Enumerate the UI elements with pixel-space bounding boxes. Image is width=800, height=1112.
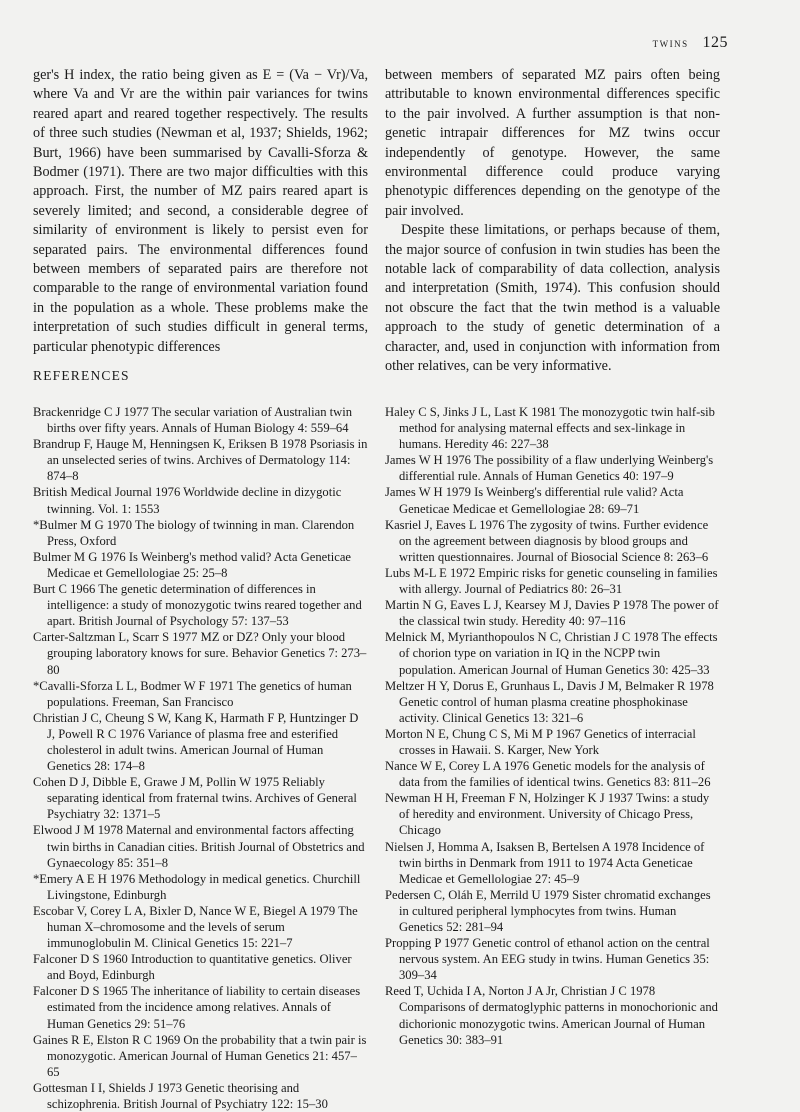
body-column-left bbox=[33, 66, 368, 357]
reference-entry: Cohen D J, Dibble E, Grawe J M, Pollin W 1975 Reliably separating identical from fraternal twins. Archives of General Psychiatry 32: 1371–5 bbox=[33, 775, 357, 822]
reference-entry: Morton N E, Chung C S, Mi M P 1967 Genetics of interracial crosses in Hawaii. S. Karger, New York bbox=[385, 726, 696, 757]
page-header bbox=[653, 34, 728, 52]
reference-entry: Pedersen C, Oláh E, Merrild U 1979 Sister chromatid exchanges in cultured peripheral lymphocytes from twins. Human Genetics 52: 281–94 bbox=[385, 887, 711, 934]
reference-entry: Christian J C, Cheung S W, Kang K, Harmath F P, Huntzinger D J, Powell R C 1976 Variance of plasma free and esterified cholesterol in adult twins. American Journal of Human Genetics 28: 174–8 bbox=[33, 710, 359, 774]
reference-entry: Gottesman I I, Shields J 1973 Genetic theorising and schizophrenia. British Journal of Psychiatry 122: 15–30 bbox=[33, 1080, 328, 1112]
reference-entry: Kasriel J, Eaves L 1976 The zygosity of twins. Further evidence on the agreement between diagnosis by blood groups and written questionnaires. Journal of Biosocial Science 8: 263–6 bbox=[385, 517, 709, 564]
reference-entry: Nielsen J, Homma A, Isaksen B, Bertelsen A 1978 Incidence of twin births in Denmark from 1911 to 1974 Acta Geneticae Medicae et Gemellologiae 27: 45–9 bbox=[385, 839, 705, 886]
reference-entry: Carter-Saltzman L, Scarr S 1977 MZ or DZ? Only your blood grouping laboratory knows for sure. Behavior Genetics 7: 273–80 bbox=[33, 630, 367, 677]
reference-entry: Meltzer H Y, Dorus E, Grunhaus L, Davis J M, Belmaker R 1978 Genetic control of human plasma creatine phosphokinase activity. Clinical Genetics 13: 321–6 bbox=[385, 678, 714, 725]
body-paragraph: between members of separated MZ pairs often being attributable to known environmental differences specific to the pair involved. A further assumption is that non-genetic intrapair differences for MZ twins occur independently of genotype. However, the same environmental difference could produce varying phenotypic differences depending on the genotype of the pair involved. bbox=[385, 67, 720, 219]
reference-entry: Bulmer M G 1976 Is Weinberg's method valid? Acta Geneticae Medicae et Gemellologiae 25: 25–8 bbox=[33, 549, 352, 580]
reference-entry: Gaines R E, Elston R C 1969 On the probability that a twin pair is monozygotic. American Journal of Human Genetics 21: 457–65 bbox=[33, 1032, 367, 1079]
body-paragraph: Despite these limitations, or perhaps because of them, the major source of confusion in twin studies has been the notable lack of comparability of data collection, analysis and interpretation (Smith, 1974). This confusion should not obscure the fact that the twin method is a valuable approach to the study of genetic determination of a character, and, used in conjunction with information from other relatives, can be very informative. bbox=[385, 222, 720, 375]
references-heading: REFERENCES bbox=[33, 368, 130, 383]
body-column-right bbox=[385, 66, 720, 377]
reference-entry: Elwood J M 1978 Maternal and environmental factors affecting twin births in Canadian cities. British Journal of Obstetrics and Gynaecology 85: 351–8 bbox=[33, 823, 365, 870]
page-number: 125 bbox=[702, 34, 728, 51]
body-paragraph: ger's H index, the ratio being given as E = (Va − Vr)/Va, where Va and Vr are the within pair variances for twins reared apart and reared together respectively. The results of three such studies (Newman et al, 1937; Shields, 1962; Burt, 1966) have been summarised by Cavalli-Sforza & Bodmer (1971). There are two major difficulties with this approach. First, the number of MZ pairs reared apart is severely limited; and second, a considerable degree of similarity of environment is likely to persist even for separated pairs. The environmental differences found between members of separated pairs are therefore not comparable to the range of environmental variation found in the population as a whole. These problems make the interpretation of such studies difficult in general terms, particular phenotypic differences bbox=[33, 67, 368, 355]
reference-entry: Reed T, Uchida I A, Norton J A Jr, Christian J C 1978 Comparisons of dermatoglyphic patterns in monochorionic and dichorionic monozygotic twins. American Journal of Human Genetics 30: 383–91 bbox=[385, 984, 718, 1047]
reference-entry: Haley C S, Jinks J L, Last K 1981 The monozygotic twin half-sib method for analysing maternal effects and sex-linkage in humans. Heredity 46: 227–38 bbox=[385, 405, 715, 452]
reference-entry: British Medical Journal 1976 Worldwide decline in dizygotic twinning. Vol. 1: 1553 bbox=[33, 485, 342, 516]
reference-entry: Newman H H, Freeman F N, Holzinger K J 1937 Twins: a study of heredity and environment. University of Chicago Press, Chicago bbox=[385, 791, 710, 838]
references-column-left bbox=[33, 404, 368, 1112]
reference-entry: Brackenridge C J 1977 The secular variation of Australian twin births over fifty years. Annals of Human Biology 4: 559–64 bbox=[33, 405, 353, 436]
reference-entry: James W H 1979 Is Weinberg's differential rule valid? Acta Geneticae Medicae et Gemellologiae 28: 69–71 bbox=[385, 485, 684, 516]
reference-entry: *Bulmer M G 1970 The biology of twinning in man. Clarendon Press, Oxford bbox=[33, 517, 355, 548]
reference-entry: Burt C 1966 The genetic determination of differences in intelligence: a study of monozygotic twins reared together and apart. British Journal of Psychology 57: 137–53 bbox=[33, 582, 362, 629]
reference-entry: *Emery A E H 1976 Methodology in medical genetics. Churchill Livingstone, Edinburgh bbox=[33, 871, 361, 902]
reference-entry: Melnick M, Myrianthopoulos N C, Christian J C 1978 The effects of chorion type on variation in IQ in the NCPP twin population. American Journal of Human Genetics 30: 425–33 bbox=[385, 630, 718, 677]
reference-entry: Lubs M-L E 1972 Empiric risks for genetic counseling in families with allergy. Journal of Pediatrics 80: 26–31 bbox=[385, 565, 718, 597]
references-column-right bbox=[385, 404, 720, 1048]
reference-entry: Falconer D S 1960 Introduction to quantitative genetics. Oliver and Boyd, Edinburgh bbox=[33, 952, 352, 983]
reference-entry: Falconer D S 1965 The inheritance of liability to certain diseases estimated from the incidence among relatives. Annals of Human Genetics 29: 51–76 bbox=[33, 984, 361, 1031]
reference-entry: *Cavalli-Sforza L L, Bodmer W F 1971 The genetics of human populations. Freeman, San Francisco bbox=[33, 678, 352, 709]
reference-entry: Martin N G, Eaves L J, Kearsey M J, Davies P 1978 The power of the classical twin study. Heredity 40: 97–116 bbox=[385, 598, 719, 629]
reference-entry: Brandrup F, Hauge M, Henningsen K, Eriksen B 1978 Psoriasis in an unselected series of twins. Archives of Dermatology 114: 874–8 bbox=[33, 437, 368, 484]
reference-entry: James W H 1976 The possibility of a flaw underlying Weinberg's differential rule. Annals of Human Genetics 40: 197–9 bbox=[385, 453, 714, 484]
reference-entry: Nance W E, Corey L A 1976 Genetic models for the analysis of data from the families of identical twins. Genetics 83: 811–26 bbox=[385, 759, 711, 790]
reference-entry: Propping P 1977 Genetic control of ethanol action on the central nervous system. An EEG study in twins. Human Genetics 35: 309–34 bbox=[385, 936, 710, 983]
running-title: twins bbox=[652, 35, 689, 50]
reference-entry: Escobar V, Corey L A, Bixler D, Nance W E, Biegel A 1979 The human X–chromosome and the levels of serum immunoglobulin M. Clinical Genetics 15: 221–7 bbox=[33, 903, 358, 951]
